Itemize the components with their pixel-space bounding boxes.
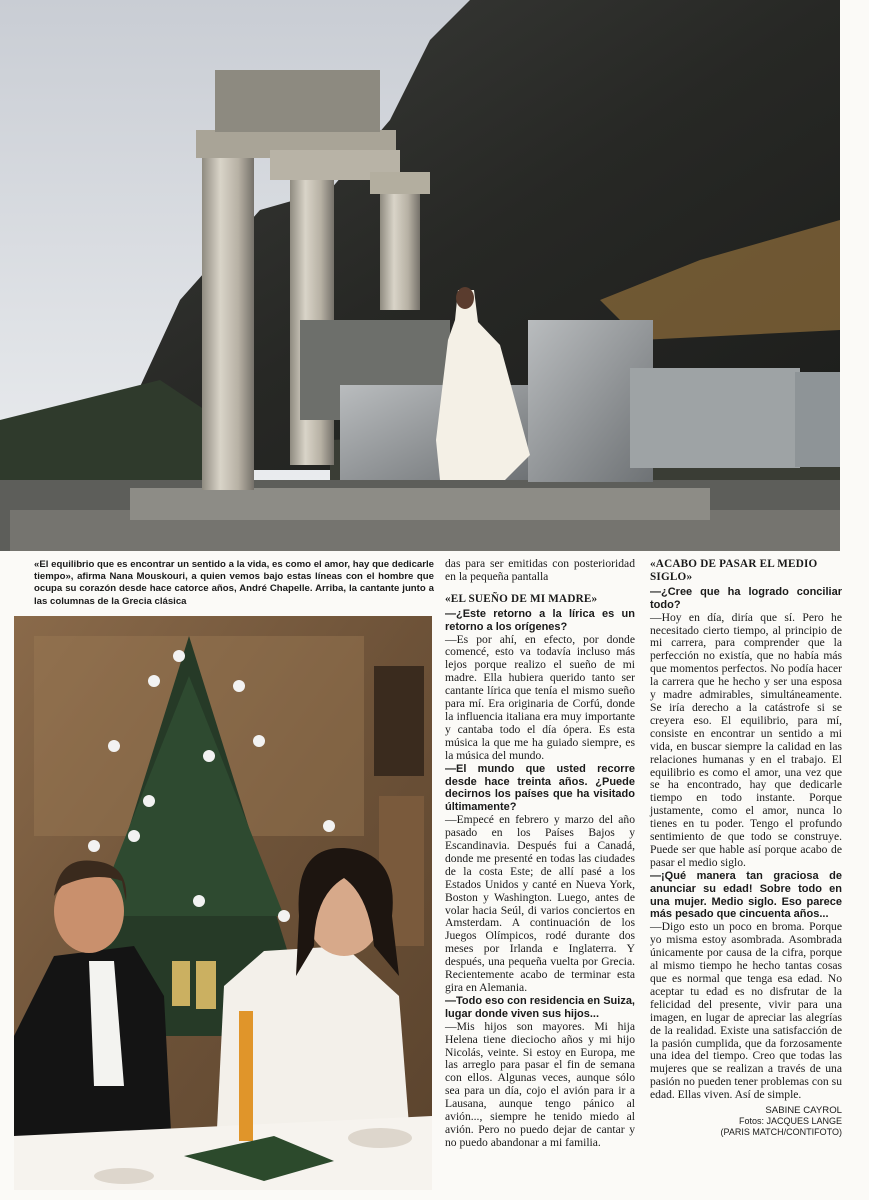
question-3: —Todo eso con residencia en Suiza, lugar donde viven sus hijos... (445, 994, 635, 1020)
temple-ruins-photo (0, 0, 840, 551)
answer-4: —Hoy en día, diría que sí. Pero he necesitado cierto tiempo, al principio de mi carrera, para comprender que la perfección no existía, que no había más que momentos perfectos. No podía hacer la carrera que he hecho y ser una esposa y madre admirables, simultáneamente. Se iría derecho a la catástrofe si se creyera eso. El equilibrio, para mí, consiste en encontrar un sentido a mi vida, en buscar siempre la calidad en las relaciones humanas y en el trabajo. El equilibrio es como el amor, una vez que se ha encontrado, hay que dedicarle tiempo en todo instante. Porque justamente, como el amor, nunca lo tienes en tu poder. Tengo el profundo sentimiento de que todo se construye. Puede ser que hable así porque acabo de pasar el medio siglo. (650, 610, 842, 869)
credits (650, 1106, 842, 1137)
answer-3: —Mis hijos son mayores. Mi hija Helena tiene dieciocho años y mi hijo Nicolás, veinte. Si estoy en Europa, me las arreglo para pasar el fin de semana con ellos. Algunas veces, aunque sólo sea para un día, cojo el avión para ir a Lausana, aunque tengo pánico al avión..., siempre he tenido miedo al avión. Pero no puedo dejar de cantar y no puedo abandonar a mi familia. (445, 1019, 635, 1149)
answer-5: —Digo esto un poco en broma. Porque yo misma estoy asombrada. Asombrada únicamente por causa de la cifra, porque al mismo tiempo he hecho tantas cosas que es normal que tenga esa edad. No aceptar tu edad es no disfrutar de la felicidad del presente, vivir para una imagen, en lugar de apreciar las alegrías de la realidad. Existe una satisfacción de la pasión cumplida, que da forzosamente una idea del tiempo. Creo que todas las mujeres que se realizan a través de una pasión no pueden tener problemas con su edad. Ellas viven. Así de simple. (650, 920, 842, 1102)
article-column-middle (445, 558, 635, 1150)
section-heading-half-century: «ACABO DE PASAR EL MEDIO SIGLO» (650, 558, 818, 583)
article-column-right (650, 558, 842, 1137)
section-heading-mother: «EL SUEÑO DE MI MADRE» (445, 592, 598, 605)
question-4: —¿Cree que ha logrado conciliar todo? (650, 585, 842, 611)
question-2: —El mundo que usted recorre desde hace treinta años. ¿Puede decirnos los países que ha visitado últimamente? (445, 762, 635, 814)
author-name: SABINE CAYROL (765, 1105, 842, 1117)
answer-2: —Empecé en febrero y marzo del año pasado en los Países Bajos y Escandinavia. Después fui a Canadá, donde me presenté en todas las ciudades de la costa Este; de allí pasé a los Estados Unidos y canté en Nueva York, Boston y Washington. Luego, antes de volar hacia Seúl, di varios conciertos en Amsterdam. A continuación de los Juegos Olímpicos, rodé durante dos meses por Irlanda e Inglaterra. Y después, una pequeña vuelta por Grecia. Recientemente acabo de terminar esta gira en Alemania. (445, 813, 635, 994)
christmas-dinner-photo (14, 616, 432, 1190)
photo-credit: Fotos: JACQUES LANGE (738, 1116, 842, 1127)
agency-credit: (PARIS MATCH/CONTIFOTO) (720, 1126, 842, 1137)
continuation-text: das para ser emitidas con posterioridad en la pequeña pantalla (445, 557, 635, 583)
question-5: —¡Qué manera tan graciosa de anunciar su edad! Sobre todo en una mujer. Medio siglo. Eso parece más pesado que cincuenta años... (650, 869, 842, 921)
photo-caption: «El equilibrio que es encontrar un sentido a la vida, es como el amor, hay que dedicarle tiempo», afirma Nana Mouskouri, a quien vemos bajo estas líneas con el hombre que ocupa su corazón desde hace catorce años, André Chapelle. Arriba, la cantante junto a las columnas de la Grecia clásica (34, 559, 434, 607)
answer-1: —Es por ahí, en efecto, por donde comencé, esto va todavía incluso más lejos porque realizo el sueño de mi madre. Ella hubiera querido tanto ser cantante lírica que tenía el mismo sueño para mí. Era originaria de Corfú, donde la influencia italiana era muy importante y cantaba todo el día ópera. Es esta música la que me ha guiado siempre, es la música del mundo. (445, 632, 635, 762)
question-1: —¿Este retorno a la lírica es un retorno a los orígenes? (445, 607, 635, 633)
